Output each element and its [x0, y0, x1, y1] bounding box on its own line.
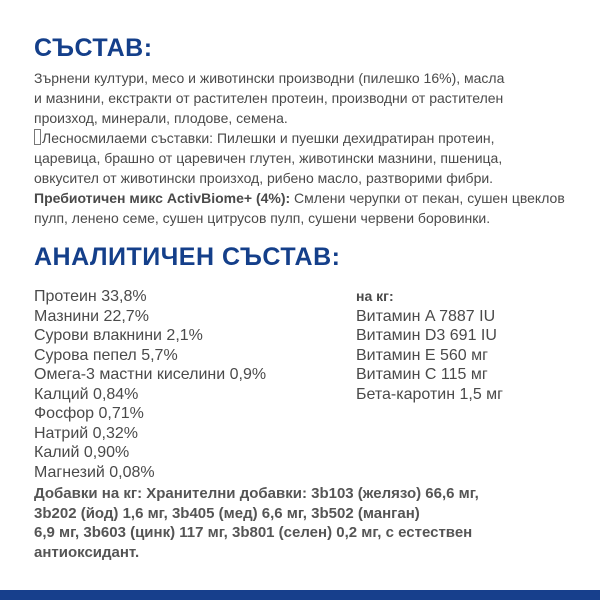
nutrient-row: Магнезий 0,08% — [34, 463, 155, 481]
easy-digest-line: овкусител от животински произход, рибено масло, разтворими фибри. — [34, 170, 494, 186]
nutrient-row: Фосфор 0,71% — [34, 405, 144, 422]
vitamin-row: Витамин D3 691 IU — [356, 327, 497, 344]
missing-glyph-icon — [34, 129, 41, 145]
easy-digest-line: царевица, брашно от царевичен глутен, животински мазнини, пшеница, — [34, 150, 503, 166]
additives-line: 3b202 (йод) 1,6 мг, 3b405 (мед) 6,6 мг, 3b502 (манган) — [34, 504, 420, 522]
nutrient-row: Сурова пепел 5,7% — [34, 346, 178, 364]
additives-line: Добавки на кг: Хранителни добавки: 3b103 (желязо) 66,6 мг, — [34, 485, 479, 502]
nutrient-row: Калий 0,90% — [34, 444, 130, 461]
easy-digest-line — [34, 128, 579, 148]
vitamin-row: Витамин A 7887 IU — [356, 307, 496, 325]
vitamin-row: Бета-каротин 1,5 мг — [356, 385, 504, 403]
easy-digest-text: Лесносмилаеми съставки: Пилешки и пуешки дехидратиран протеин, — [42, 130, 495, 146]
bottom-accent-bar — [0, 590, 600, 600]
nutrient-row: Сурови влакнини 2,1% — [34, 327, 203, 344]
composition-title: СЪСТАВ: — [34, 34, 153, 62]
per-kg-header: на кг: — [356, 288, 394, 304]
prebiotic-label: Пребиотичен микс ActivBiome+ (4%): — [34, 190, 291, 206]
analytical-title: АНАЛИТИЧЕН СЪСТАВ: — [34, 243, 341, 271]
prebiotic-line: пулп, ленено семе, сушен цитрусов пулп, сушени червени боровинки. — [34, 210, 491, 226]
composition-text — [34, 68, 579, 228]
additives-line: антиоксидант. — [34, 543, 140, 561]
nutrient-row: Натрий 0,32% — [34, 424, 139, 442]
nutrient-row: Протеин 33,8% — [34, 288, 147, 305]
vitamin-row: Витамин E 560 мг — [356, 346, 488, 364]
nutrient-row: Омега-3 мастни киселини 0,9% — [34, 366, 267, 383]
composition-line: и мазнини, екстракти от растителен протеин, производни от растителен — [34, 90, 504, 106]
vitamin-row: Витамин C 115 мг — [356, 366, 488, 383]
analytical-left-column — [34, 287, 334, 482]
composition-line: Зърнени култури, месо и животински производни (пилешко 16%), масла — [34, 70, 505, 86]
analytical-right-column — [356, 287, 586, 404]
prebiotic-line — [34, 188, 579, 208]
nutrient-row: Калций 0,84% — [34, 385, 139, 403]
additives-line: 6,9 мг, 3b603 (цинк) 117 мг, 3b801 (селен) 0,2 мг, с естествен — [34, 524, 473, 541]
prebiotic-text: Смлени черупки от пекан, сушен цвеклов — [290, 190, 565, 206]
nutrient-row: Мазнини 22,7% — [34, 307, 149, 325]
composition-line: произход, минерали, плодове, семена. — [34, 110, 288, 126]
additives-text — [34, 484, 584, 562]
